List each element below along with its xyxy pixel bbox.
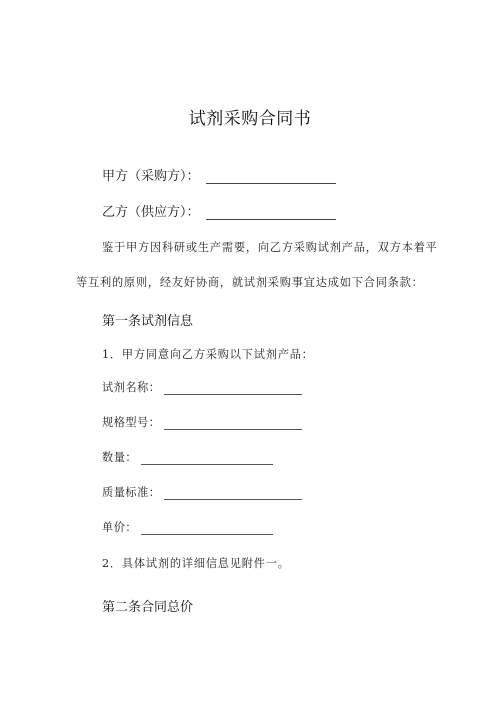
section-1-item-2: 2．具体试剂的详细信息见附件一。 bbox=[102, 557, 290, 570]
party-b-row bbox=[102, 201, 336, 220]
field-reagent-name-line bbox=[164, 383, 302, 395]
party-a-label: 甲方（采购方）： bbox=[102, 169, 200, 184]
field-quality-standard-label: 质量标准： bbox=[102, 486, 161, 499]
field-model bbox=[102, 414, 302, 430]
party-a-blank-line bbox=[206, 171, 336, 184]
field-quantity-line bbox=[141, 453, 273, 465]
document-title: 试剂采购合同书 bbox=[188, 109, 312, 129]
party-b-blank-line bbox=[206, 207, 336, 220]
party-a-row bbox=[102, 165, 336, 184]
field-reagent-name-label: 试剂名称： bbox=[102, 381, 161, 394]
section-1-heading: 第一条试剂信息 bbox=[102, 314, 194, 329]
field-model-line bbox=[164, 418, 302, 430]
field-unit-price-line bbox=[141, 523, 273, 535]
field-quality-standard bbox=[102, 484, 302, 500]
intro-paragraph-line-2: 等互利的原则，经友好协商，就试剂采购事宜达成如下合同条款： bbox=[76, 276, 424, 289]
section-2-heading: 第二条合同总价 bbox=[102, 600, 194, 615]
field-quality-standard-line bbox=[164, 488, 302, 500]
field-unit-price-label: 单价： bbox=[102, 521, 138, 534]
intro-paragraph-line-1: 鉴于甲方因科研或生产需要，向乙方采购试剂产品，双方本着平 bbox=[102, 241, 438, 254]
field-quantity bbox=[102, 449, 273, 465]
field-unit-price bbox=[102, 519, 273, 535]
party-b-label: 乙方（供应方）： bbox=[102, 205, 200, 220]
field-quantity-label: 数量： bbox=[102, 451, 138, 464]
field-reagent-name bbox=[102, 379, 302, 395]
field-model-label: 规格型号： bbox=[102, 416, 161, 429]
section-1-item-1: 1．甲方同意向乙方采购以下试剂产品： bbox=[102, 348, 314, 361]
